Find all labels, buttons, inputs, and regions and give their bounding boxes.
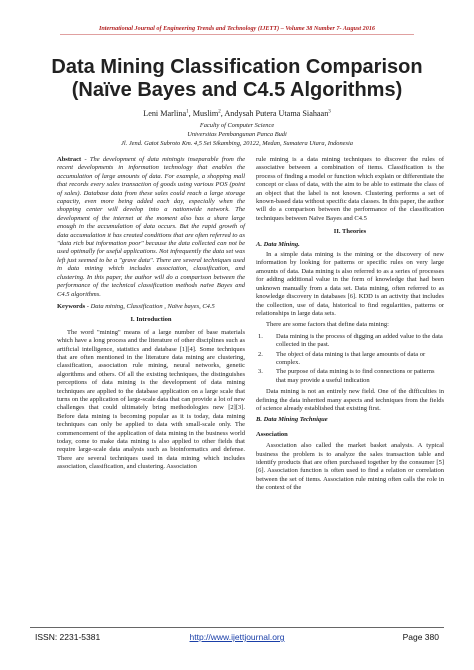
author-1-mark: 1 — [186, 109, 189, 115]
introduction-paragraph-1: The word "mining" means of a large number of base materials which have a long process and the literature of other disciplines such as artificial intelligence, statistics and database [1][4]. Some techniques that are often mentioned in the literature data mining are clustering, classification, association rule mining, neural networks, genetic algorithms and others. Of all the existing techniques, the distinguishes perceptions of data mining is the development of data mining techniques are applied to the database application on a large scale that turns on the application of large-scale data that can provide a lot of new challenges that could ultimately bring methodologies new [2][3]. Before data mining is becoming popular as it is today, data mining techniques can only be applied to data with small-scale only. The commencement of the application of data mining in the business world today, come to make data mining is also applied to other fields that require large-scale data analysis such as bioinformatics and defense. There are several techniques used in data mining which includes association, classification, and clustering. Association — [57, 328, 245, 471]
theories-paragraph-1: In a simple data mining is the mining or the discovery of new information by looking for patterns or specific rules on very large amounts of data. Data mining is also referred to as a series of processes for adding additional value in the form of knowledge that had been unknown manually from a data set. Data mining, often referred to as knowledge discovery in databases [6]. KDD is an activity that includes the collection, use of data, historical to find regularities, patterns or relationships in large data sets. — [256, 251, 444, 317]
theories-paragraph-3: Data mining is not an entirely new field. One of the difficulties in defining the data inherited many aspects and techniques from the fields of science already established that existing first. — [256, 388, 444, 412]
affiliation-faculty: Faculty of Computer Science — [199, 122, 275, 129]
theories-paragraph-2: There are some factors that define data mining: — [266, 321, 389, 329]
theories-heading: II. Theories — [333, 228, 367, 236]
footer-issn: ISSN: 2231-5381 — [35, 632, 101, 642]
subsection-b-heading: B. Data Mining Technique — [256, 416, 328, 424]
author-3-mark: 3 — [328, 109, 331, 115]
journal-header: International Journal of Engineering Trends and Technology (IJETT) – Volume 38 Number 7- August 2016 — [98, 25, 376, 32]
abstract-label: Abstract — [57, 156, 82, 163]
author-1: Leni Marlina — [143, 109, 187, 118]
right-column — [256, 156, 444, 496]
keywords — [57, 303, 245, 311]
footer-page-number: Page 380 — [402, 632, 439, 642]
introduction-heading: I. Introduction — [130, 316, 172, 324]
affiliation-university: Universitas Pembangunan Panca Budi — [187, 131, 287, 138]
paper-title: Data Mining Classification Comparison (Naïve Bayes and C4.5 Algorithms) — [51, 56, 423, 101]
factors-list — [256, 333, 444, 385]
introduction-paragraph-2: rule mining is a data mining techniques to discover the rules of associative between a combination of items. Classification is the process of finding a model or function which explain or differentiate the concept or class of data, with the aim to be able to estimate the class of an object that the label is not known. Clustering performs a set of known-based data without specific data classes. In this paper, the author will do a comparison between the performance of the classification techniques between Naïve Bayes and C4.5 — [256, 156, 444, 222]
author-3: , Andysah Putera Utama Siahaan — [220, 109, 329, 118]
subsection-a-heading: A. Data Mining. — [256, 240, 300, 248]
list-text: Data mining is the process of digging an added value to the data collected in the past. — [276, 332, 443, 349]
list-number: 2. — [258, 350, 263, 358]
list-item — [256, 368, 444, 385]
author-line — [0, 109, 474, 118]
keywords-text: - Data mining, Classification , Naïve bayes, C4.5 — [85, 302, 215, 310]
left-column — [57, 156, 245, 475]
footer-divider — [30, 627, 444, 628]
list-number: 3. — [258, 368, 263, 376]
association-heading: Association — [256, 430, 288, 438]
keywords-label: Keywords — [57, 302, 86, 310]
footer-journal-link[interactable]: http://www.ijettjournal.org — [189, 632, 285, 642]
author-2: , Muslim — [188, 109, 219, 118]
list-text: The purpose of data mining is to find connections or patterns that may provide a useful indication — [276, 368, 435, 384]
affiliation-address: Jl. Jend. Gatot Subroto Km. 4,5 Sei Sikambing, 20122, Medan, Sumatera Utara, Indonesia — [121, 140, 353, 147]
list-item — [256, 351, 444, 368]
abstract-text: - The development of data miningis inseparable from the recent developments in information technology that enables the accumulation of large amounts of data. For example, a shopping mall that records every sales transaction of goods using various POS (point of sales). Database data from these sales could reach a large storage capacity, even more being added each day, especially when the shopping center will develop into a nationwide network. The development of the internet at the moment also has a share large enough in the accumulation of data occurs. But the rapid growth of data accumulation it has created conditions that are often referred to as "data rich but information poor" because the data collected can not be used optimally for useful applications. Not infrequently the data set was left just seemed to be a "grave data". There are several techniques used in data mining which includes association, classification, and clustering. In this paper, the author will do a comparison between the performance of the technical classification methods naïve Bayes and C4.5 algorithms. — [57, 156, 245, 298]
list-number: 1. — [258, 332, 263, 340]
header-divider — [60, 34, 414, 35]
list-text: The object of data mining is that large amounts of data or complex. — [276, 350, 426, 366]
association-paragraph: Association also called the market basket analysis. A typical business the problem is to analyze the sales transaction table and identify products that are often purchased together by the consumer [5][6]. Association function is often used to find a relation or correlation between the set of items. Association rule mining often calls the role in the context of the — [256, 442, 444, 492]
author-2-mark: 2 — [218, 109, 221, 115]
list-item — [256, 333, 444, 350]
abstract — [57, 156, 245, 299]
